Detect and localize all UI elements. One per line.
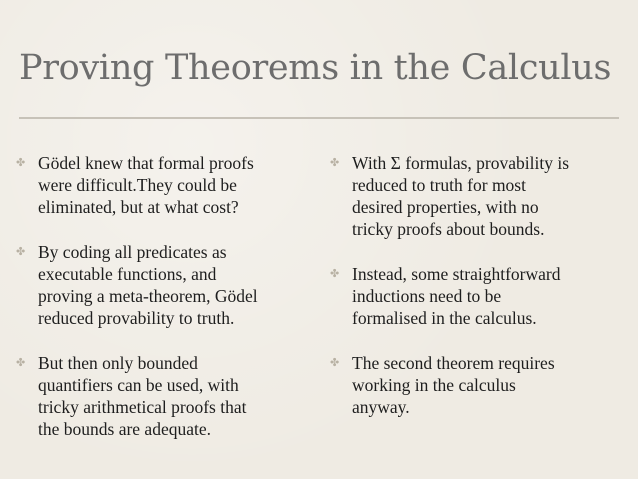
bullet-text: But then only bounded quantifiers can be used, with tricky arithmetical proofs that the bounds are adequate. bbox=[38, 353, 247, 439]
bullet-icon: ✤ bbox=[16, 357, 26, 369]
bullet-item bbox=[14, 152, 314, 218]
bullet-icon: ✤ bbox=[16, 246, 26, 258]
bullet-text: The second theorem requires working in the calculus anyway. bbox=[352, 353, 555, 417]
bullet-item bbox=[328, 152, 628, 240]
left-bullet-list bbox=[14, 152, 314, 440]
bullet-text: Gödel knew that formal proofs were difficult.They could be eliminated, but at what cost? bbox=[38, 153, 254, 217]
title-divider bbox=[19, 117, 619, 119]
right-bullet-list bbox=[328, 152, 628, 418]
slide-title: Proving Theorems in the Calculus bbox=[19, 48, 612, 88]
bullet-text: With Σ formulas, provability is reduced to truth for most desired properties, with no tricky proofs about bounds. bbox=[352, 153, 570, 239]
bullet-item bbox=[14, 241, 314, 329]
bullet-item bbox=[328, 263, 628, 329]
bullet-item bbox=[328, 352, 628, 418]
bullet-icon: ✤ bbox=[330, 157, 340, 169]
bullet-text: By coding all predicates as executable functions, and proving a meta-theorem, Gödel reduced provability to truth. bbox=[38, 242, 258, 328]
bullet-icon: ✤ bbox=[330, 357, 340, 369]
bullet-icon: ✤ bbox=[330, 268, 340, 280]
bullet-icon: ✤ bbox=[16, 157, 26, 169]
bullet-text: Instead, some straightforward inductions need to be formalised in the calculus. bbox=[352, 264, 561, 328]
bullet-item bbox=[14, 352, 314, 440]
